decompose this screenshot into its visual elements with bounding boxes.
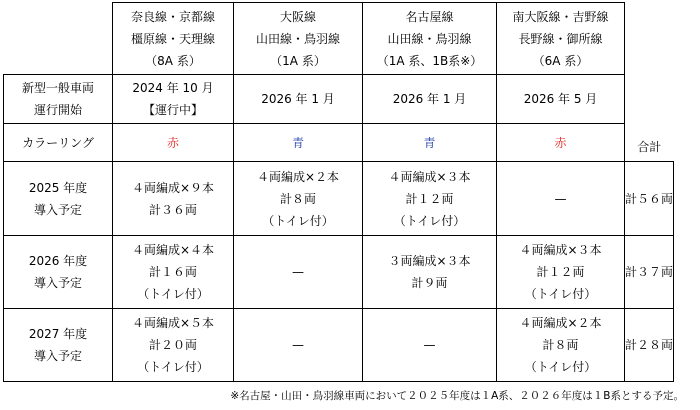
- start-date: 2024 年 10 月: [132, 81, 214, 95]
- formation-text: ４両編成×２本: [256, 169, 340, 184]
- formation-text: ３両編成×３本: [388, 254, 471, 268]
- none-dash: —: [292, 265, 304, 279]
- plan-cell: [113, 162, 234, 236]
- toilet-note: （トイレ付）: [393, 213, 466, 228]
- plan-cell: [234, 236, 363, 309]
- vehicle-introduction-table: [3, 2, 674, 382]
- total-blank-cell: [625, 3, 674, 75]
- car-count: 計３６両: [148, 202, 197, 217]
- plan-cell: [234, 309, 363, 382]
- plan-cell: [113, 236, 234, 309]
- plan-cell: [497, 162, 625, 236]
- plan-cell: [497, 236, 625, 309]
- toilet-note: （トイレ付）: [262, 213, 334, 228]
- line-header-cell: [497, 3, 625, 75]
- line-header-cell: [363, 3, 497, 75]
- series-label: （6A 系）: [532, 53, 589, 68]
- car-count: 計１２両: [536, 265, 585, 279]
- row-label-text: 運行開始: [33, 103, 82, 117]
- start-cell: [497, 75, 625, 124]
- start-date: 2026 年 5 月: [523, 92, 598, 106]
- line-header-cell: [113, 3, 234, 75]
- formation-text: ４両編成×２本: [519, 316, 602, 330]
- formation-text: ４両編成×４本: [131, 243, 215, 257]
- status-badge: 【運行中】: [142, 103, 203, 117]
- start-date: 2026 年 1 月: [261, 92, 335, 106]
- corner-cell: [4, 3, 113, 75]
- total-cell: 計３７両: [625, 236, 674, 309]
- total-blank-cell: [625, 75, 674, 124]
- total-cell: 計５６両: [625, 162, 674, 236]
- start-date: 2026 年 1 月: [392, 92, 467, 106]
- formation-text: ４両編成×９本: [131, 180, 215, 195]
- car-count: 計９両: [411, 276, 448, 290]
- year-label-sub: 導入予定: [33, 349, 82, 363]
- color-row-label: カラーリング: [4, 124, 113, 162]
- car-count: 計８両: [542, 338, 579, 352]
- plan-cell: [234, 162, 363, 236]
- row-label-text: 新型一般車両: [21, 81, 94, 95]
- car-count: 計１２両: [405, 191, 454, 206]
- line-header-text: 奈良線・京都線: [130, 9, 215, 24]
- none-dash: —: [554, 191, 567, 206]
- total-cell: 計２８両: [625, 309, 674, 382]
- total-header: 合計: [625, 124, 674, 162]
- formation-text: ４両編成×５本: [131, 316, 215, 330]
- formation-text: ４両編成×３本: [388, 169, 471, 184]
- color-value-blue: 青: [423, 135, 436, 150]
- line-header-row: [4, 3, 674, 75]
- line-header-text: 山田線・鳥羽線: [255, 31, 340, 46]
- year-row-2026: [4, 236, 674, 309]
- plan-cell: [363, 162, 497, 236]
- series-label: （1A 系）: [270, 53, 326, 68]
- color-row: [4, 124, 674, 162]
- formation-text: ４両編成×３本: [519, 243, 602, 257]
- line-header-text: 山田線・鳥羽線: [387, 31, 472, 46]
- line-header-text: 長野線・御所線: [518, 31, 603, 46]
- year-row-2025: [4, 162, 674, 236]
- plan-cell: [113, 309, 234, 382]
- line-header-text: 橿原線・天理線: [130, 31, 215, 46]
- line-header-cell: [234, 3, 363, 75]
- plan-cell: [363, 236, 497, 309]
- car-count: 計８両: [279, 191, 316, 206]
- color-cell: [497, 124, 625, 162]
- year-label-sub: 導入予定: [33, 202, 82, 217]
- car-count: 計１６両: [148, 265, 197, 279]
- color-cell: [363, 124, 497, 162]
- color-cell: [113, 124, 234, 162]
- line-header-text: 南大阪線・吉野線: [512, 9, 609, 24]
- plan-cell: [497, 309, 625, 382]
- color-value-red: 赤: [166, 135, 179, 150]
- start-cell: [234, 75, 363, 124]
- footnote: ※名古屋・山田・鳥羽線車両において２０２５年度は１A系、２０２６年度は１B系とする予定。: [230, 390, 684, 402]
- color-cell: [234, 124, 363, 162]
- color-value-blue: 青: [291, 135, 304, 150]
- line-header-text: 名古屋線: [405, 9, 454, 24]
- none-dash: —: [292, 338, 304, 352]
- start-row-label: [4, 75, 113, 124]
- start-cell: [363, 75, 497, 124]
- year-label-cell: [4, 309, 113, 382]
- none-dash: —: [423, 338, 436, 352]
- series-label: （1A 系、1B系※）: [376, 53, 483, 68]
- year-label: 2027 年度: [28, 327, 88, 341]
- start-cell: [113, 75, 234, 124]
- year-row-2027: [4, 309, 674, 382]
- color-value-red: 赤: [554, 135, 567, 150]
- series-label: （8A 系）: [145, 53, 201, 68]
- plan-cell: [363, 309, 497, 382]
- line-header-text: 大阪線: [279, 9, 316, 24]
- year-label: 2025 年度: [28, 180, 88, 195]
- year-label-cell: [4, 162, 113, 236]
- toilet-note: （トイレ付）: [137, 287, 209, 301]
- start-row: [4, 75, 674, 124]
- year-label: 2026 年度: [28, 254, 88, 268]
- toilet-note: （トイレ付）: [524, 287, 597, 301]
- toilet-note: （トイレ付）: [524, 360, 597, 374]
- car-count: 計２０両: [148, 338, 197, 352]
- year-label-cell: [4, 236, 113, 309]
- year-label-sub: 導入予定: [33, 276, 82, 290]
- toilet-note: （トイレ付）: [137, 360, 209, 374]
